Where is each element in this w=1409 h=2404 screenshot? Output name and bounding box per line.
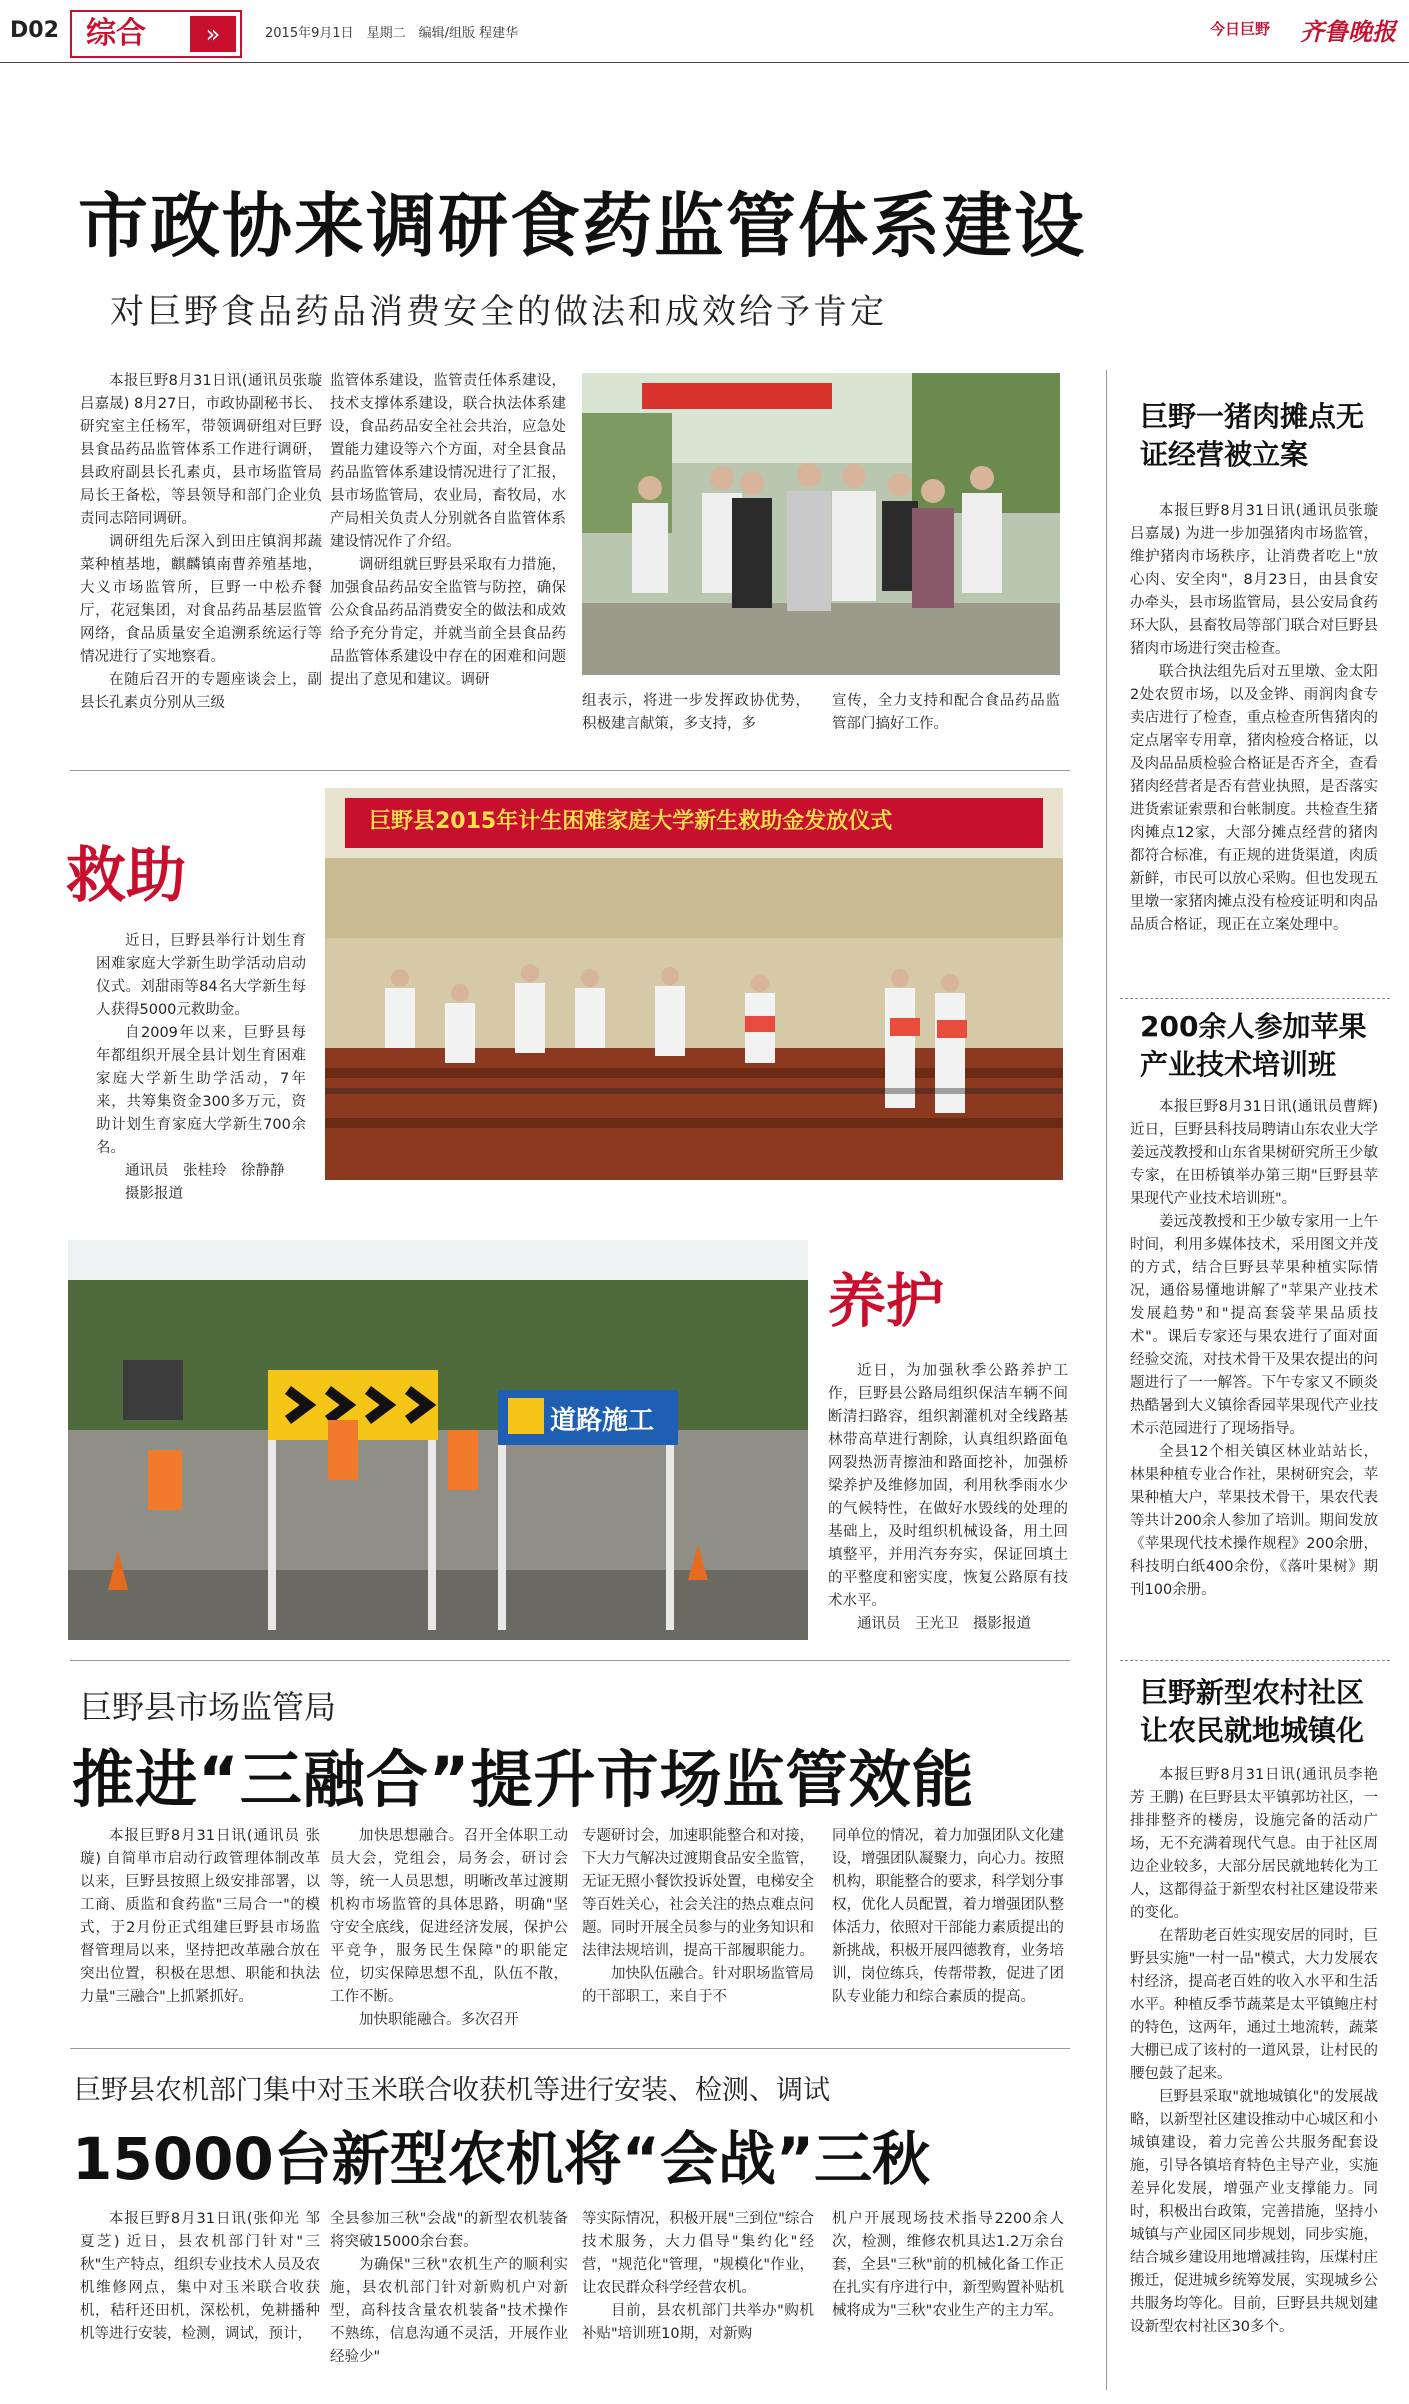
rural-headline: 巨野新型农村社区让农民就地城镇化 [1140, 1676, 1365, 1747]
right-column-rule [1106, 370, 1107, 2390]
farm-column-4: 机户开展现场技术指导2200余人次，检测，维修农机具达1.2万余台套，全县"三秋"前的机械化备工作正在扎实有序进行中，新型购置补贴机械将成为"三秋"农业生产的主力军。 [832, 2211, 1064, 2319]
column-name: 今日巨野 [1210, 20, 1271, 38]
divider-apple-rural [1120, 1660, 1390, 1661]
farm-column-3: 等实际情况，积极开展"三到位"综合技术服务，大力倡导"集约化"经营，"规范化"管理，"规模化"作业，让农民群众科学经营农机。 目前，县农机部门共举办"购机补贴"培训班10期，对新购 [582, 2211, 814, 2342]
market-kicker: 巨野县市场监管局 [80, 1688, 337, 1726]
rescue-photo [325, 788, 1063, 1180]
lead-column-1: 本报巨野8月31日讯(通讯员张璇 吕嘉晟) 8月27日，市政协副秘书长、研究室主任杨军，带领调研组对巨野县食品药品监管体系工作进行调研，县政府副县长孔素贞，县市场监管局局长王备松，等县领导和部门企业负责同志陪同调研。 调研组先后深入到田庄镇润邦蔬菜种植基地，麒麟镇南曹养殖基地，大义市场监管所，巨野一中松乔餐厅，花冠集团，对食品药品基层监管网络，食品质量安全追溯系统运行等情况进行了实地察看。 在随后召开的专题座谈会上，副县长孔素贞分别从三级 [80, 373, 322, 711]
section-arrow-icon: » [190, 16, 236, 52]
lead-column-3: 组表示，将进一步发挥政协优势，积极建言献策，多支持，多 [582, 693, 810, 732]
market-headline: 推进“三融合”提升市场监管效能 [72, 1743, 975, 1816]
maintain-credit: 通讯员 王光卫 摄影报道 [857, 1616, 1031, 1632]
market-column-4: 同单位的情况，着力加强团队文化建设，增强团队凝聚力，向心力。按照机构，职能整合的要求，科学划分事权，优化人员配置，着力增强团队整体活力，依照对干部能力素质提出的新挑战，积极开展四德教育，业务培训，岗位练兵，传帮带教，促进了团队专业能力和综合素质的提高。 [832, 1828, 1064, 2005]
farm-headline: 15000台新型农机将“会战”三秋 [72, 2125, 931, 2193]
rescue-credit: 通讯员 张桂玲 徐静静 [125, 1163, 285, 1179]
divider-maintain-market [70, 1660, 1070, 1661]
rescue-headline: 救助 [66, 841, 186, 911]
lead-photo [582, 373, 1060, 675]
market-column-3: 专题研讨会，加速职能整合和对接，下大力气解决过渡期食品安全监管，无证无照小餐饮投诉处置，电梯安全等百姓关心，社会关注的热点难点问题。同时开展全员参与的业务知识和法律法规培训，提高干部履职能力。 加快队伍融合。针对职场监管局的干部职工，来自于不 [582, 1828, 814, 2005]
maintain-headline: 养护 [828, 1267, 945, 1335]
paper-logo: 齐鲁晚报 [1300, 17, 1396, 46]
lead-subheadline: 对巨野食品药品消费安全的做法和成效给予肯定 [110, 292, 887, 332]
rescue-body: 近日，巨野县举行计划生育困难家庭大学新生助学活动启动仪式。刘甜雨等84名大学新生每人获得5000元救助金。 自2009年以来，巨野县每年都组织开展全县计划生育困难家庭大学新生助学活动，7年来，共筹集资金300多万元，资助计划生育家庭大学新生700余名。 通讯员 张桂玲 徐静静 摄影报道 [96, 930, 306, 1206]
page-number: D02 [10, 18, 59, 43]
divider-pork-apple [1120, 998, 1390, 999]
road-sign-text: 道路施工 [550, 1406, 655, 1436]
lead-column-2: 监管体系建设，监管责任体系建设，技术支撑体系建设，联合执法体系建设，食品药品安全社会共治，应急处置能力建设等六个方面，对全县食品药品监管体系建设情况进行了汇报，县市场监管局，农业局，畜牧局，水产局相关负责人分别就各自监管体系建设情况作了介绍。 调研组就巨野县采取有力措施，加强食品药品安全监管与防控，确保公众食品药品消费安全的做法和成效给予充分肯定，并就当前全县食品药品监管体系建设中存在的困难和问题提出了意见和建议。调研 [330, 373, 566, 688]
lead-column-4: 宣传，全力支持和配合食品药品监管部门搞好工作。 [832, 693, 1060, 732]
section-name: 综合 [86, 16, 146, 51]
issue-info: 2015年9月1日 星期二 编辑/组版 程建华 [265, 26, 519, 41]
apple-headline: 200余人参加苹果产业技术培训班 [1140, 1010, 1367, 1081]
market-column-1: 本报巨野8月31日讯(通讯员 张璇) 自简単市启动行政管理体制改革以来，巨野县按照上级安排部署，以工商、质监和食药监"三局合一"的模式，于2月份正式组建巨野县市场监督管理局以来，坚持把改革融合放在突出位置，积极在思想、职能和执法力量"三融合"上抓紧抓好。 [80, 1828, 320, 2005]
apple-body: 本报巨野8月31日讯(通讯员曹辉) 近日，巨野县科技局聘请山东农业大学姜远茂教授和山东省果树研究所王少敏专家，在田桥镇举办第三期"巨野县苹果现代产业技术培训班"。 姜远茂教授和王少敏专家用一上午时间，利用多媒体技术，采用图文并茂的方式，结合巨野县苹果种植实际情况，通俗易懂地讲解了"苹果产业技术发展趋势"和"提高套袋苹果品质技术"。课后专家还与果农进行了面对面经验交流，对技术骨干及果农提出的问题进行了一一解答。下午专家又不顾炎热酷暑到大义镇徐香园苹果现代产业技术示范园进行了现场指导。 全县12个相关镇区林业站站长，林果种植专业合作社，果树研究会，苹果种植大户，苹果技术骨干，果农代表等共计200余人参加了培训。期间发放《苹果现代技术操作规程》200余册，科技明白纸400余份，《落叶果树》期刊100余册。 [1130, 1099, 1378, 1598]
masthead-rule [0, 62, 1409, 63]
rescue-credit-2: 摄影报道 [125, 1186, 183, 1202]
farm-column-2: 全县参加三秋"会战"的新型农机装备将突破15000余台套。 为确保"三秋"农机生产的顺利实施，县农机部门针对新购机户对新型，高科技含量农机装备"技术操作不熟练，信息沟通不灵活，开展作业经验少" [330, 2211, 568, 2365]
market-column-2: 加快思想融合。召开全体职工动员大会，党组会，局务会，研讨会等，统一人员思想，明晰改革过渡期机构市场监管的具体思路，明确"坚守安全底线，促进经济发展，保护公平竞争，服务民生保障"的职能定位，切实保障思想不乱，队伍不散，工作不断。 加快职能融合。多次召开 [330, 1828, 568, 2028]
masthead [0, 0, 1409, 64]
pork-headline: 巨野一猪肉摊点无证经营被立案 [1140, 400, 1365, 471]
lead-headline: 市政协来调研食药监管体系建设 [78, 185, 1086, 267]
rural-body: 本报巨野8月31日讯(通讯员李艳芳 王鹏) 在巨野县太平镇郭坊社区，一排排整齐的楼房，设施完备的活动广场，无不充满着现代气息。由于社区周边企业较多，大部分居民就地转化为工人，这都得益于新型农村社区建设带来的变化。 在帮助老百姓实现安居的同时，巨野县实施"一村一品"模式，大力发展农村经济，提高老百姓的收入水平和生活水平。种植反季节蔬菜是太平镇鲍庄村的特色，这两年，通过土地流转，蔬菜大棚已成了该村的一道风景，让村民的腰包鼓了起来。 巨野县采取"就地城镇化"的发展战略，以新型社区建设推动中心城区和小城镇建设，着力完善公共服务配套设施，引导各镇培育特色主导产业，实施差异化发展，增强产业支撑能力。同时，积极出台政策，完善措施，坚持小城镇与产业园区同步规划，同步实施，结合城乡建设用地增减挂钩，压煤村庄搬迁，促进城乡统筹发展，实现城乡公共服务均等化。目前，巨野县共规划建设新型农村社区30多个。 [1130, 1767, 1378, 2335]
pork-body: 本报巨野8月31日讯(通讯员张璇 吕嘉晟) 为进一步加强猪肉市场监管，维护猪肉市场秩序，让消费者吃上"放心肉、安全肉"，8月23日，由县食安办牵头，县市场监管局，县公安局食药环大队，县畜牧局等部门联合对巨野县猪肉市场进行突击检查。 联合执法组先后对五里墩、金太阳2处农贸市场，以及金铧、雨润肉食专卖店进行了检查，重点检查所售猪肉的定点屠宰专用章，猪肉检疫合格证，以及肉品品质检验合格证是否齐全，查看猪肉经营者是否有营业执照，是否落实进货索证索票和台帐制度。共检查生猪肉摊点12家，大部分摊点经营的猪肉都符合标准，有正规的进货渠道，肉质新鲜，市民可以放心采购。但也发现五里墩一家猪肉摊点没有检疫证明和肉品品质合格证，现正在立案处理中。 [1130, 503, 1378, 933]
divider-market-farm [70, 2048, 1070, 2049]
section-badge [70, 10, 242, 58]
rescue-banner-text: 巨野县2015年计生困难家庭大学新生救助金发放仪式 [369, 809, 893, 834]
divider-lead-rescue [70, 770, 1070, 771]
farm-column-1: 本报巨野8月31日讯(张仰光 邹夏芝) 近日，县农机部门针对"三秋"生产特点，组织专业技术人员及农机维修网点，集中对玉米联合收获机，秸秆还田机，深松机，免耕播种机等进行安装，检测，调试，预计， [80, 2211, 320, 2342]
farm-kicker: 巨野县农机部门集中对玉米联合收获机等进行安装、检测、调试 [74, 2075, 830, 2106]
road-photo [68, 1240, 808, 1640]
maintain-body: 近日，为加强秋季公路养护工作，巨野县公路局组织保洁车辆不间断清扫路容，组织割灌机对全线路基林带高草进行割除，认真组织路面龟网裂热沥青擦油和路面挖补，加强桥梁养护及维修加固，利用秋季雨水少的气候特性，在做好水毁线的处理的基础上，及时组织机械设备，用土回填整平，并用汽夯夯实，保证回填土的平整度和密实度，恢复公路原有技术水平。 通讯员 王光卫 摄影报道 [828, 1360, 1068, 1636]
